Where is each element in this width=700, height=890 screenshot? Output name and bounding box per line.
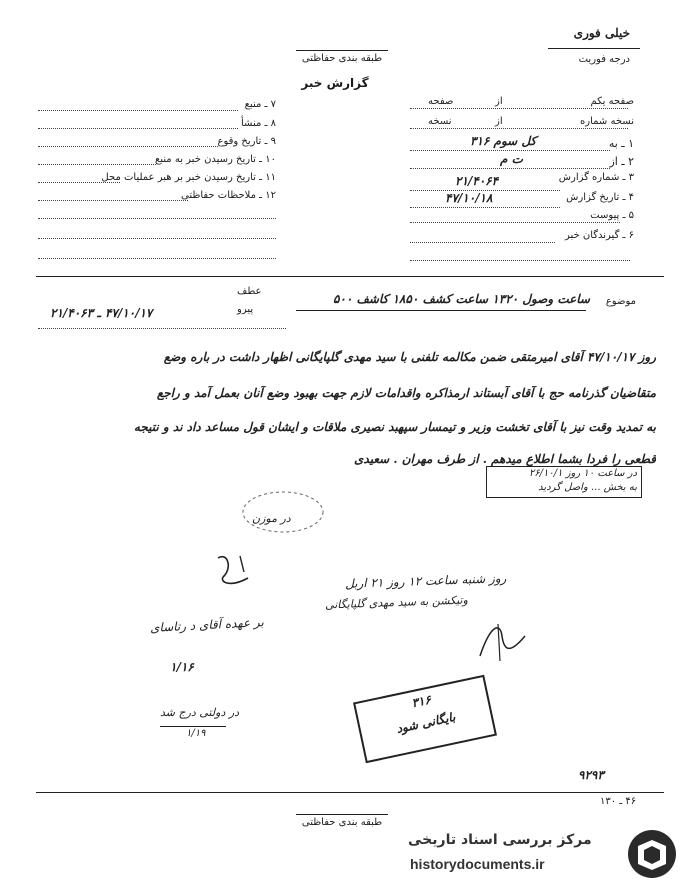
archive-stamp-text: بایگانی شود [395,709,457,736]
body-line: به تمدید وقت نیز با آقای تخشت وزیر و تیمسار سپهبد نصیری ملاقات و ایشان قول مساعد داد ند و نتیجه [133,420,656,434]
handwritten-signature [470,616,530,666]
footer-divider [36,792,664,793]
field-label-copy: نسخه شماره [580,116,634,127]
handwritten-note-right-1: روز شنبه ساعت ۱۲ روز ۲۱ اربل [344,571,507,591]
field-mid-copy: نسخه [428,116,452,127]
body-line: متقاضیان گذرنامه حج با آقای آبستاند ارمذاکره واقدامات لازم جهت بهبود وضع آنان بعمل آمد و راجع [156,386,656,400]
field-label-attachment: ۵ ـ پیوست [590,210,634,221]
field-line [38,164,156,165]
received-stamp [486,466,642,498]
field-value-report-number: ۲۱/۴۰۶۴ [455,174,499,188]
field-mid-of: از [495,96,503,107]
field-line [410,260,630,261]
handwritten-initials [210,548,260,598]
field-label-source-date: ۱۰ ـ تاریخ رسیدن خبر به منبع [154,154,276,165]
center-note: در موزن [252,512,291,525]
field-label-to: ۱ ـ به [608,137,634,150]
urgency-value: خیلی فوری [573,26,630,40]
field-line [410,222,620,223]
field-label-report-number: ۳ ـ شماره گزارش [558,172,634,183]
field-label-origin: ۸ ـ منشأ [240,118,276,129]
subject-underline [296,310,586,311]
field-line [38,328,286,329]
field-value-report-date: ۴۷/۱۰/۱۸ [445,191,493,205]
classification-line-top [296,50,388,51]
report-title: گزارش خبر [301,76,369,90]
field-line [410,207,560,208]
field-line [38,146,218,147]
subject-label: موضوع [605,296,636,307]
field-label-event-date: ۹ ـ تاریخ وقوع [217,136,276,147]
handwritten-underline [160,726,226,727]
field-value-to: کل سوم ۳۱۶ [470,134,537,148]
field-label-source: ۷ ـ منبع [244,99,276,110]
handwritten-note-left-1: بر عهده آقای د رتاسای [149,615,265,635]
field-line [38,218,276,219]
field-label-ops-date: ۱۱ ـ تاریخ رسیدن خبر بر هبر عملیات محل [101,172,276,183]
field-label-recipients: ۶ ـ گیرندگان خبر [564,230,634,241]
watermark-url: historydocuments.ir [410,856,545,872]
archive-stamp-number: ۳۱۶ [410,692,433,711]
field-line [410,168,610,169]
classification-line-bottom [296,814,388,815]
field-line [38,200,188,201]
form-code: ۴۶ ـ ۱۳۰ [600,796,637,807]
handwritten-date-left: ۱/۱۶ [170,660,194,674]
field-line [410,150,610,151]
field-line [410,242,555,243]
field-label-page: صفحه یکم [590,96,634,107]
classification-label-top: طبقه بندی حفاظتی [301,53,383,64]
field-line [410,108,628,109]
body-line: قطعی را فردا بشما اطلاع میدهم . از طرف مهران . سعیدی [354,452,656,466]
field-label-from: ۲ ـ از [609,155,634,168]
handwritten-date-left-2: ۱/۱۹ [186,728,206,739]
subject-text: ساعت وصول ۱۳۲۰ ساعت کشف ۱۸۵۰ کاشف ۵۰۰ [332,292,590,306]
reference-number: ۴۷/۱۰/۱۷ ـ ۲۱/۴۰۶۳ [50,306,153,320]
field-line [38,110,238,111]
handwritten-note-left-2: در دولتی درج شد [160,706,240,719]
field-line [38,182,120,183]
body-line: روز ۴۷/۱۰/۱۷ آقای امیرمتقی ضمن مکالمه تلفنی با سید مهدی گلپایگانی اظهار داشت در باره وضع [163,350,656,364]
handwritten-note-right-2: وتیکشن به سید مهدی گلپایگانی [324,593,469,612]
field-label-security-notes: ۱۲ ـ ملاحظات حفاظتی [181,190,276,201]
field-mid-of: از [495,116,503,127]
field-value-from: ت م [500,152,523,166]
field-line [410,128,628,129]
peyro-label: پیرو [237,304,254,315]
atf-label: عطف [237,286,262,297]
field-line [38,258,276,259]
urgency-underline [548,48,640,49]
section-divider [36,276,664,277]
field-line [38,128,238,129]
watermark-logo-icon [624,826,680,882]
classification-label-bottom: طبقه بندی حفاظتی [301,817,383,828]
field-label-report-date: ۴ ـ تاریخ گزارش [566,192,634,203]
page-number: ۹۲۹۳ [578,768,604,782]
field-line [38,238,276,239]
watermark-title: مرکز بررسی اسناد تاریخی [408,832,592,848]
urgency-label: درجه فوریت [578,54,630,65]
field-mid-page: صفحه [428,96,454,107]
received-stamp-line2: به بخش ... واصل گردید [538,482,637,493]
archive-stamp [353,675,497,764]
received-stamp-line1: در ساعت ۱۰ روز ۲۶/۱۰/۱ [528,468,637,479]
